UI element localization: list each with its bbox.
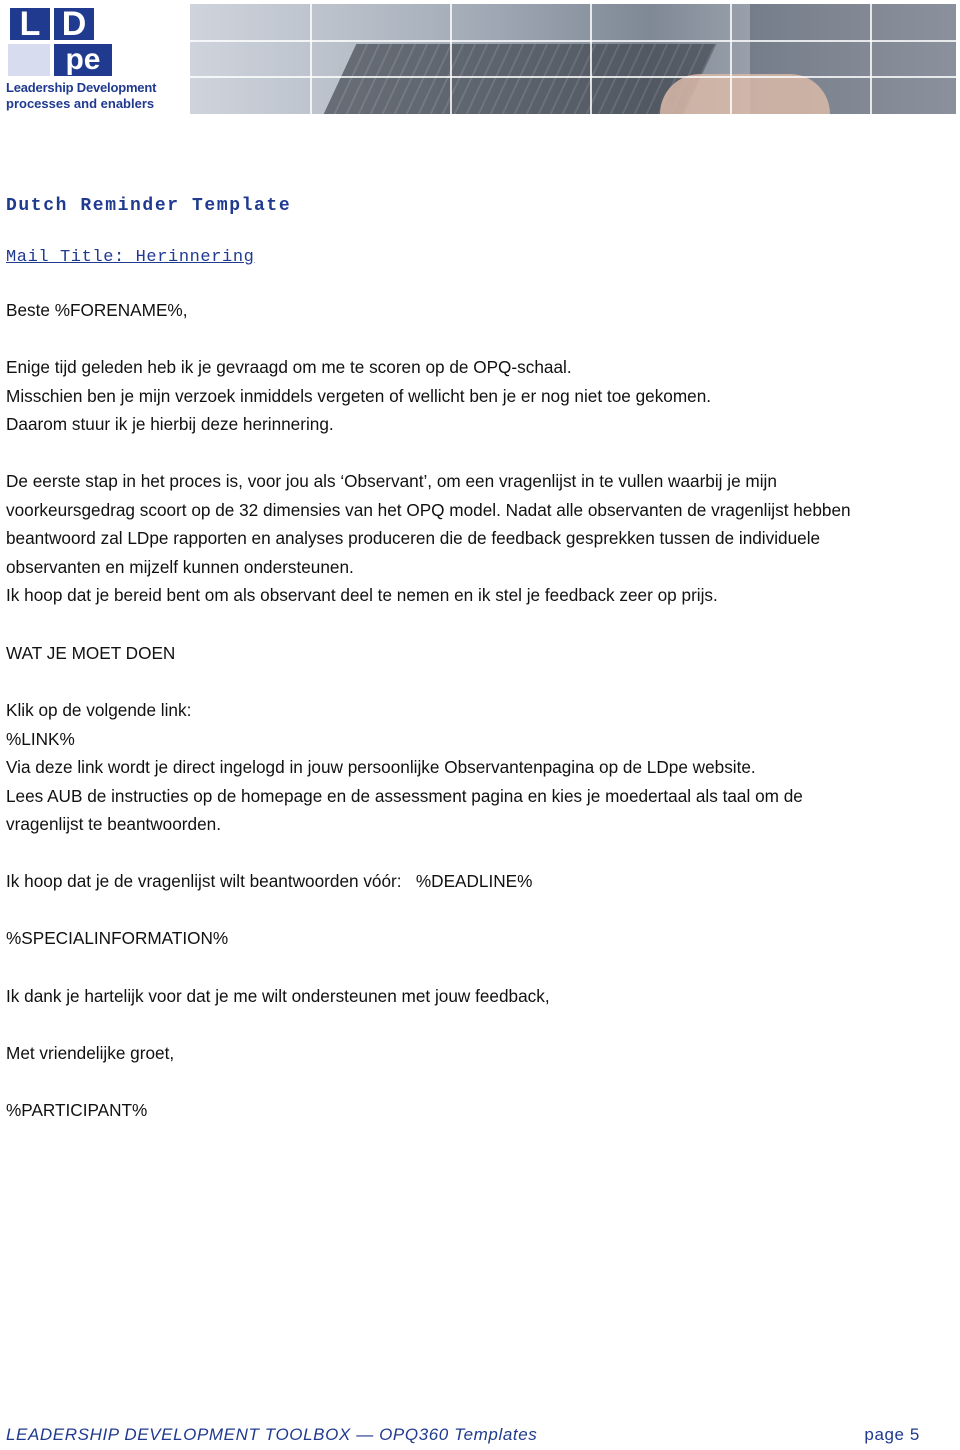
logo-tagline-1: Leadership Development	[6, 80, 157, 95]
banner-grid-line	[590, 4, 592, 114]
page-header	[0, 0, 960, 118]
text-line: beantwoord zal LDpe rapporten en analyses produceren die de feedback gesprekken tussen de individuele	[6, 528, 821, 549]
text-line: Enige tijd geleden heb ik je gevraagd om me te scoren op de OPQ-schaal.	[6, 357, 572, 377]
banner-hand-shape	[660, 74, 830, 114]
footer-title: LEADERSHIP DEVELOPMENT TOOLBOX — OPQ360 Templates	[6, 1425, 538, 1444]
mail-title: Mail Title: Herinnering	[6, 248, 255, 267]
banner-grid-line	[190, 40, 956, 42]
banner-grid-line	[450, 4, 452, 114]
logo-mark	[6, 4, 188, 78]
logo-letters-pe: pe	[52, 42, 114, 78]
text-line: observanten en mijzelf kunnen ondersteunen.	[6, 556, 354, 577]
text-line: Ik hoop dat je bereid bent om als observant deel te nemen en ik stel je feedback zeer op prijs.	[6, 585, 718, 606]
logo-letter-d: D	[52, 6, 96, 42]
text-line: Via deze link wordt je direct ingelogd in jouw persoonlijke Observantenpagina op de LDpe website.	[6, 757, 756, 778]
signature-placeholder: %PARTICIPANT%	[6, 1100, 148, 1120]
text-line: Misschien ben je mijn verzoek inmiddels vergeten of wellicht ben je er nog niet toe gekomen.	[6, 385, 712, 406]
paragraph-process	[6, 467, 851, 610]
page-number: page 5	[864, 1425, 920, 1444]
special-information: %SPECIALINFORMATION%	[6, 928, 229, 948]
section-heading: WAT JE MOET DOEN	[6, 643, 176, 663]
logo-letter-l: L	[8, 6, 52, 42]
link-placeholder: %LINK%	[6, 728, 75, 749]
template-title: Dutch Reminder Template	[6, 196, 292, 216]
banner-grid-line	[730, 4, 732, 114]
deadline-line: Ik hoop dat je de vragenlijst wilt beantwoorden vóór: %DEADLINE%	[6, 871, 533, 891]
text-line: vragenlijst te beantwoorden.	[6, 814, 221, 835]
text-line: Daarom stuur ik je hierbij deze herinnering.	[6, 414, 334, 435]
banner-keyboard-shape	[324, 44, 717, 114]
greeting: Beste %FORENAME%,	[6, 300, 188, 320]
banner-grid-line	[870, 4, 872, 114]
paragraph-reminder	[6, 353, 711, 439]
logo-accent	[8, 44, 50, 76]
paragraph-instructions	[6, 696, 803, 839]
text-line: De eerste stap in het proces is, voor jou als ‘Observant’, om een vragenlijst in te vullen waarbij je mijn	[6, 471, 777, 491]
text-line: Klik op de volgende link:	[6, 700, 192, 720]
banner-grid-line	[190, 76, 956, 78]
banner-grid-line	[310, 4, 312, 114]
ldpe-logo	[4, 4, 188, 114]
logo-tagline-2: processes and enablers	[6, 96, 155, 111]
text-line: Lees AUB de instructies op de homepage en de assessment pagina en kies je moedertaal als taal om de	[6, 785, 803, 806]
text-line: voorkeursgedrag scoort op de 32 dimensies van het OPQ model. Nadat alle observanten de vragenlijst hebben	[6, 499, 851, 520]
header-banner-photo	[190, 4, 956, 114]
thanks-line: Ik dank je hartelijk voor dat je me wilt ondersteunen met jouw feedback,	[6, 986, 550, 1006]
closing-line: Met vriendelijke groet,	[6, 1043, 175, 1063]
